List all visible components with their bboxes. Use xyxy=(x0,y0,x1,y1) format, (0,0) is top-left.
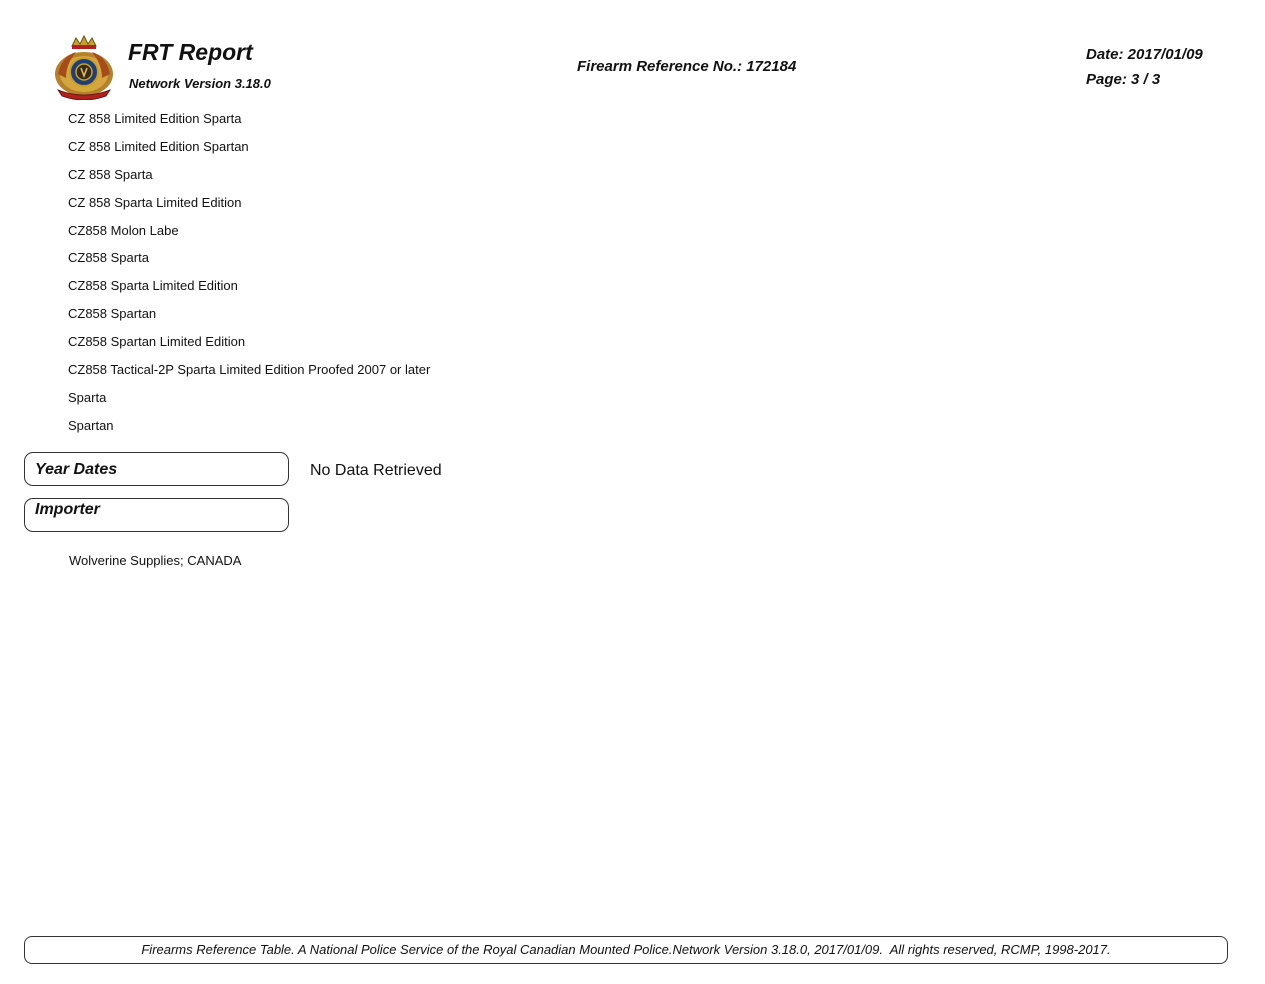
year-dates-value: No Data Retrieved xyxy=(310,462,442,479)
list-item: CZ 858 Limited Edition Sparta xyxy=(68,111,242,126)
importer-section-header xyxy=(24,498,289,532)
list-item: CZ858 Sparta Limited Edition xyxy=(68,278,238,294)
footer-text: Firearms Reference Table. A National Police Service of the Royal Canadian Mounted Police.Network Version 3.18.0, 2017/01/09. All rights reserved, RCMP, 1998-2017. xyxy=(141,942,1111,957)
list-item: CZ858 Tactical-2P Sparta Limited Edition Proofed 2007 or later xyxy=(68,362,431,378)
list-item: CZ858 Molon Labe xyxy=(68,222,179,238)
report-title: FRT Report xyxy=(128,39,253,65)
list-item: CZ 858 Limited Edition Spartan xyxy=(68,138,249,154)
list-item: CZ858 Spartan xyxy=(68,306,157,322)
report-date: Date: 2017/01/09 xyxy=(1086,46,1203,63)
list-item: CZ 858 Sparta Limited Edition xyxy=(68,194,242,210)
list-item: CZ858 Spartan Limited Edition xyxy=(68,334,246,350)
year-dates-section-header xyxy=(24,452,289,486)
rcmp-crest-icon xyxy=(52,34,116,100)
network-version: Network Version 3.18.0 xyxy=(129,76,271,91)
firearm-reference-number: Firearm Reference No.: 172184 xyxy=(577,58,797,75)
importer-value: Wolverine Supplies; CANADA xyxy=(69,553,242,568)
importer-label: Importer xyxy=(35,501,100,518)
page-number: Page: 3 / 3 xyxy=(1086,71,1161,88)
list-item: CZ858 Sparta xyxy=(68,250,149,266)
footer xyxy=(24,936,1228,964)
list-item: Sparta xyxy=(68,389,107,405)
model-list xyxy=(68,109,430,444)
list-item: CZ 858 Sparta xyxy=(68,166,153,182)
list-item: Spartan xyxy=(68,417,114,433)
year-dates-label: Year Dates xyxy=(35,461,118,478)
